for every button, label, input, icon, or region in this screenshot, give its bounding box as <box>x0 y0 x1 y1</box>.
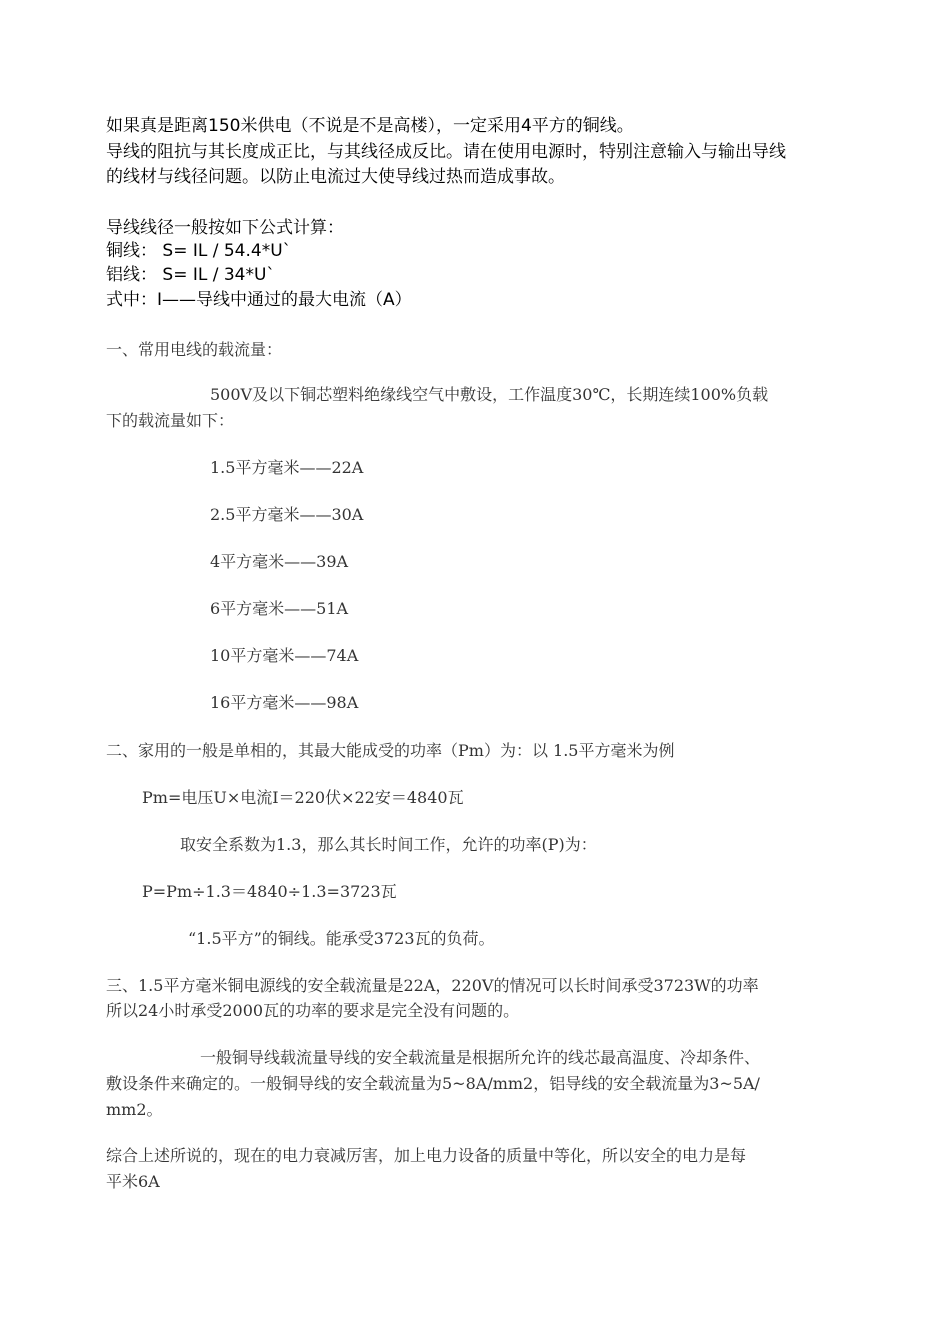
section2-p: P=Pm÷1.3＝4840÷1.3=3723瓦 <box>142 882 397 901</box>
summary-line-2: 平米6A <box>106 1172 160 1191</box>
formula-heading: 导线线径一般按如下公式计算： <box>106 218 344 238</box>
formula-aluminum: 铝线： S= IL / 34*U` <box>106 265 275 285</box>
section3-line-2: 所以24小时承受2000瓦的功率的要求是完全没有问题的。 <box>106 1001 520 1020</box>
ampacity-item: 4平方毫米——39A <box>210 552 349 571</box>
section3-line-1: 三、1.5平方毫米铜电源线的安全载流量是22A，220V的情况可以长时间承受3723W的功率 <box>106 976 759 995</box>
intro-line-3: 的线材与线径问题。以防止电流过大使导线过热而造成事故。 <box>106 167 565 187</box>
formula-note: 式中：I——导线中通过的最大电流（A） <box>106 290 412 310</box>
intro-line-2: 导线的阻抗与其长度成正比，与其线径成反比。请在使用电源时，特别注意输入与输出导线 <box>106 142 786 162</box>
ampacity-item: 2.5平方毫米——30A <box>210 505 364 524</box>
section3-para-line-1: 一般铜导线载流量导线的安全载流量是根据所允许的线芯最高温度、冷却条件、 <box>200 1048 761 1067</box>
section3-para-line-3: mm2。 <box>106 1100 163 1119</box>
section2-safety: 取安全系数为1.3，那么其长时间工作，允许的功率(P)为： <box>180 835 597 854</box>
section3-para-line-2: 敷设条件来确定的。一般铜导线的安全载流量为5~8A/mm2，铝导线的安全载流量为3~5A/ <box>106 1074 760 1093</box>
ampacity-item: 1.5平方毫米——22A <box>210 458 364 477</box>
section1-desc-line-2: 下的载流量如下： <box>106 411 235 430</box>
summary-line-1: 综合上述所说的，现在的电力衰减厉害，加上电力设备的质量中等化，所以安全的电力是每 <box>106 1146 747 1165</box>
formula-copper: 铜线： S= IL / 54.4*U` <box>106 241 292 261</box>
ampacity-item: 6平方毫米——51A <box>210 599 349 618</box>
section1-desc-line-1: 500V及以下铜芯塑料绝缘线空气中敷设，工作温度30℃，长期连续100%负载 <box>210 385 769 404</box>
section2-pm: Pm=电压U×电流I＝220伏×22安＝4840瓦 <box>142 788 464 807</box>
section2-load: “1.5平方”的铜线。能承受3723瓦的负荷。 <box>188 929 495 948</box>
ampacity-item: 16平方毫米——98A <box>210 693 359 712</box>
intro-line-1: 如果真是距离150米供电（不说是不是高楼），一定采用4平方的铜线。 <box>106 116 634 136</box>
section2-title: 二、家用的一般是单相的，其最大能成受的功率（Pm）为：以 1.5平方毫米为例 <box>106 741 675 760</box>
ampacity-item: 10平方毫米——74A <box>210 646 359 665</box>
section1-title: 一、常用电线的载流量： <box>106 340 283 359</box>
